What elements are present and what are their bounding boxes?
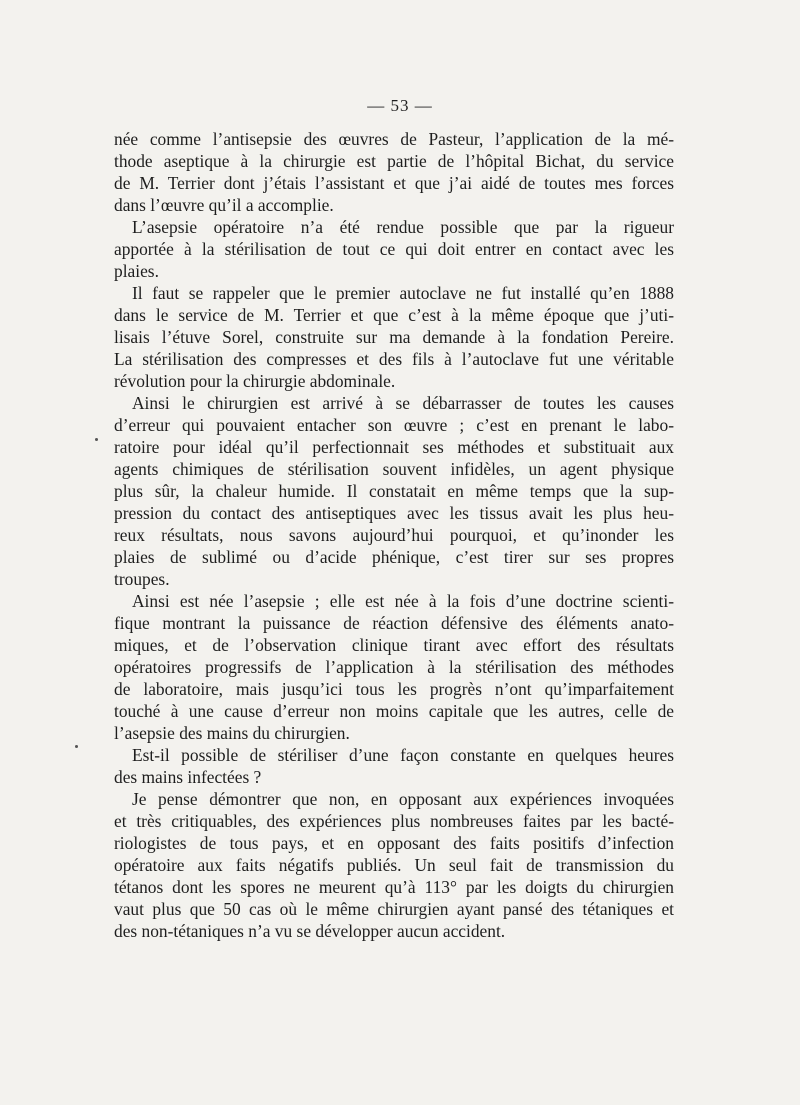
text-line: l’asepsie des mains du chirurgien. [114,723,350,743]
text-line: opératoires progressifs de l’application à la stérilisation des méthodes [114,657,674,677]
text-line: opératoire aux faits négatifs publiés. Un seul fait de transmission du [114,855,674,875]
text-line: et très critiquables, des expériences plus nombreuses faites par les bacté- [114,811,674,831]
paragraph-3 [114,282,674,392]
text-line: dans l’œuvre qu’il a accomplie. [114,195,334,215]
text-line: Est-il possible de stériliser d’une façon constante en quelques heures [132,745,674,765]
text-line: vaut plus que 50 cas où le même chirurgien ayant pansé des tétaniques et [114,899,674,919]
text-line: Ainsi est née l’asepsie ; elle est née à la fois d’une doctrine scienti- [132,591,674,611]
text-line: plaies. [114,261,159,281]
text-line: dans le service de M. Terrier et que c’est à la même époque que j’uti- [114,305,674,325]
text-line: L’asepsie opératoire n’a été rendue possible que par la rigueur [132,217,674,237]
body-text [114,128,674,942]
text-line: tétanos dont les spores ne meurent qu’à 113° par les doigts du chirurgien [114,877,674,897]
text-line: La stérilisation des compresses et des fils à l’autoclave fut une véritable [114,349,674,369]
text-line: Ainsi le chirurgien est arrivé à se débarrasser de toutes les causes [132,393,674,413]
text-line: révolution pour la chirurgie abdominale. [114,371,396,391]
text-line: de laboratoire, mais jusqu’ici tous les progrès n’ont qu’imparfaitement [114,679,674,699]
text-line: plus sûr, la chaleur humide. Il constatait en même temps que la sup- [114,481,674,501]
text-line: d’erreur qui pouvaient entacher son œuvre ; c’est en prenant le labo- [114,415,674,435]
text-line: touché à une cause d’erreur non moins capitale que les autres, celle de [114,701,674,721]
text-line: miques, et de l’observation clinique tirant avec effort des résultats [114,635,674,655]
paragraph-2 [114,216,674,282]
text-line: Je pense démontrer que non, en opposant aux expériences invoquées [132,789,674,809]
text-line: lisais l’étuve Sorel, construite sur ma demande à la fondation Pereire. [114,327,674,347]
text-line: thode aseptique à la chirurgie est partie de l’hôpital Bichat, du service [114,151,674,171]
text-line: née comme l’antisepsie des œuvres de Pasteur, l’application de la mé- [114,129,674,149]
text-line: ratoire pour idéal qu’il perfectionnait ses méthodes et substituait aux [114,437,674,457]
margin-speck [95,438,98,441]
text-line: pression du contact des antiseptiques avec les tissus avait les plus heu- [114,503,674,523]
paragraph-6 [114,744,674,788]
text-line: fique montrant la puissance de réaction défensive des éléments anato- [114,613,674,633]
text-line: des non-tétaniques n’a vu se développer aucun accident. [114,921,506,941]
margin-speck [75,745,78,748]
text-line: apportée à la stérilisation de tout ce qui doit entrer en contact avec les [114,239,674,259]
paragraph-7 [114,788,674,942]
paragraph-5 [114,590,674,744]
text-line: riologistes de tous pays, et en opposant des faits positifs d’infection [114,833,674,853]
text-line: des mains infectées ? [114,767,262,787]
text-line: plaies de sublimé ou d’acide phénique, c’est tirer sur ses propres [114,547,674,567]
paragraph-1 [114,128,674,216]
page-number: — 53 — [367,96,433,115]
text-line: Il faut se rappeler que le premier autoclave ne fut installé qu’en 1888 [132,283,674,303]
text-line: troupes. [114,569,170,589]
text-line: agents chimiques de stérilisation souvent infidèles, un agent physique [114,459,674,479]
text-line: de M. Terrier dont j’étais l’assistant et que j’ai aidé de toutes mes forces [114,173,674,193]
text-line: reux résultats, nous savons aujourd’hui pourquoi, et qu’inonder les [114,525,674,545]
paragraph-4 [114,392,674,590]
